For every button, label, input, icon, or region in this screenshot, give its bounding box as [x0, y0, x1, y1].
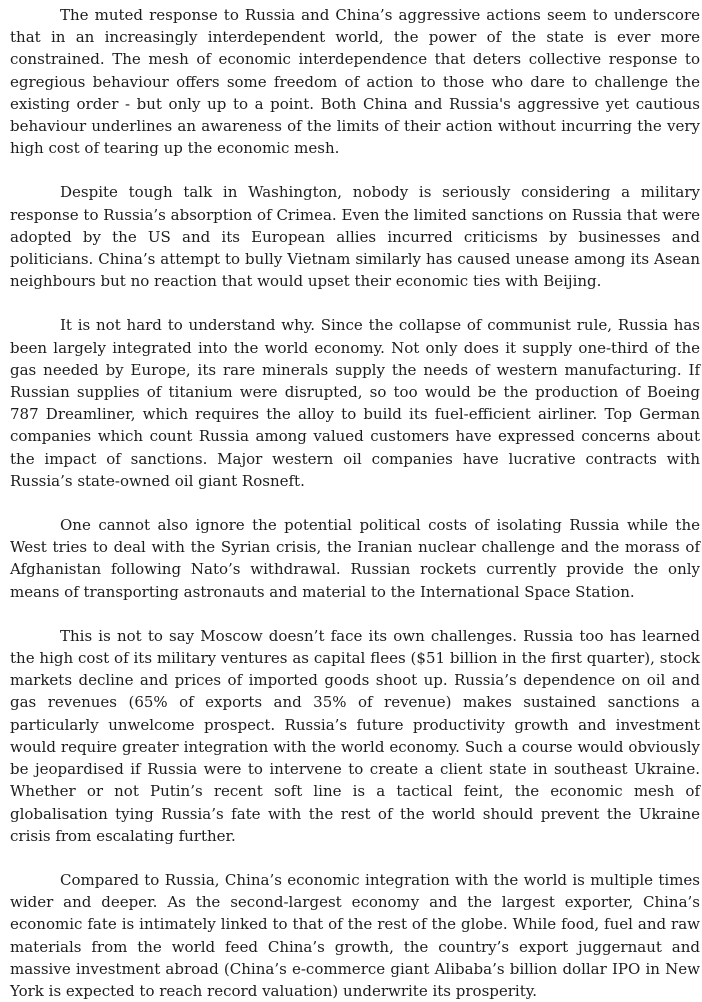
- paragraph-china-integration: Compared to Russia, China’s economic integration with the world is multiple times wider and deeper. As the second-largest economy and the largest exporter, China’s economic fate is intimately linked to that of the rest of the globe. While food, fuel and raw materials from the world feed China’s growth, the country’s export juggernaut and massive investment abroad (China’s e-commerce giant Alibaba’s billion dollar IPO in New York is expected to reach record valuation) underwrite its prosperity.: [10, 870, 700, 1000]
- paragraph-washington-response: Despite tough talk in Washington, nobody is seriously considering a military response to Russia’s absorption of Crimea. Even the limited sanctions on Russia that were adopted by the US and its European allies incurred criticisms by businesses and politicians. China’s attempt to bully Vietnam similarly has caused unease among its Asean neighbours but no reaction that would upset their economic ties with Beijing.: [10, 183, 700, 291]
- paragraph-russia-integration: It is not hard to understand why. Since the collapse of communist rule, Russia has been largely integrated into the world economy. Not only does it supply one-third of the gas needed by Europe, its rare minerals supply the needs of western manufacturing. If Russian supplies of titanium were disrupted, so too would be the production of Boeing 787 Dreamliner, which requires the alloy to build its fuel-efficient airliner. Top German companies which count Russia among valued customers have expressed concerns about the impact of sanctions. Major western oil companies have lucrative contracts with Russia’s state-owned oil giant Rosneft.: [10, 316, 700, 490]
- paragraph-moscow-challenges: This is not to say Moscow doesn’t face its own challenges. Russia too has learned the high cost of its military ventures as capital flees ($51 billion in the first quarter), stock markets decline and prices of imported goods shoot up. Russia’s dependence on oil and gas revenues (65% of exports and 35% of revenue) makes sustained sanctions a particularly unwelcome prospect. Russia’s future productivity growth and investment would require greater integration with the world economy. Such a course would obviously be jeopardised if Russia were to intervene to create a client state in southeast Ukraine. Whether or not Putin’s recent soft line is a tactical feint, the economic mesh of globalisation tying Russia’s fate with the rest of the world should prevent the Ukraine crisis from escalating further.: [10, 626, 700, 845]
- document-page: [10, 4, 700, 1002]
- paragraph-political-costs: One cannot also ignore the potential political costs of isolating Russia while the West tries to deal with the Syrian crisis, the Iranian nuclear challenge and the morass of Afghanistan following Nato’s withdrawal. Russian rockets currently provide the only means of transporting astronauts and material to the International Space Station.: [10, 516, 700, 601]
- paragraph-muted-response: The muted response to Russia and China’s aggressive actions seem to underscore that in an increasingly interdependent world, the power of the state is ever more constrained. The mesh of economic interdependence that deters collective response to egregious behaviour offers some freedom of action to those who dare to challenge the existing order - but only up to a point. Both China and Russia's aggressive yet cautious behaviour underlines an awareness of the limits of their action without incurring the very high cost of tearing up the economic mesh.: [10, 6, 700, 158]
